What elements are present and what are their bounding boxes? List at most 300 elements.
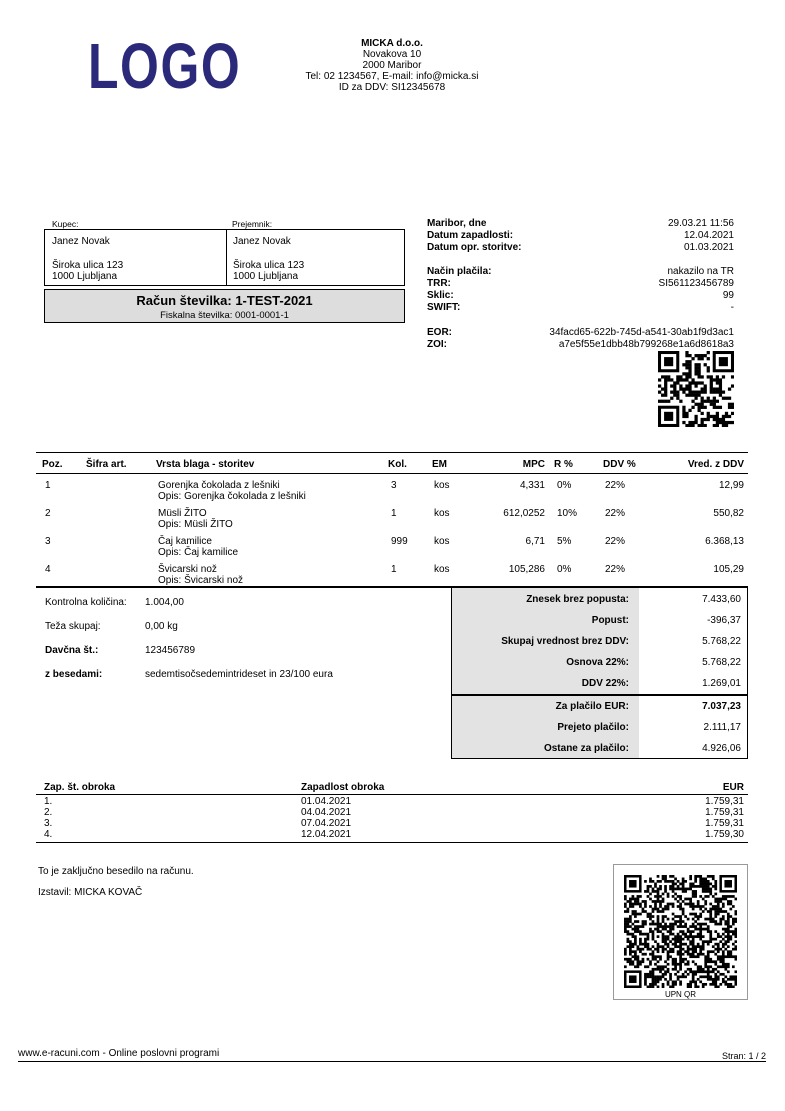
qr-module — [657, 960, 660, 963]
qr-module — [701, 400, 704, 403]
qr-module — [729, 938, 732, 941]
qr-module — [647, 888, 650, 891]
qr-module — [642, 933, 645, 936]
qr-module — [712, 945, 715, 948]
qr-module — [724, 935, 727, 938]
qr-module — [687, 973, 690, 976]
item-qty: 1 — [391, 564, 397, 575]
meta-key: Maribor, dne — [427, 218, 487, 229]
qr-module — [689, 985, 692, 988]
qr-module — [724, 895, 727, 898]
qr-module — [672, 888, 675, 891]
qr-module — [649, 975, 652, 978]
qr-module — [719, 960, 722, 963]
qr-module — [716, 381, 719, 384]
qr-module — [649, 953, 652, 956]
qr-module — [664, 960, 667, 963]
qr-module — [685, 363, 688, 366]
qr-module — [657, 928, 660, 931]
qr-module — [713, 391, 716, 394]
qr-module — [679, 983, 682, 986]
qr-module — [652, 975, 655, 978]
qr-module — [704, 880, 707, 883]
qr-module — [707, 978, 710, 981]
qr-module — [672, 913, 675, 916]
qr-module — [657, 923, 660, 926]
qr-module — [692, 938, 695, 941]
qr-module — [654, 883, 657, 886]
qr-module — [629, 943, 632, 946]
qr-module — [627, 908, 630, 911]
qr-module — [637, 928, 640, 931]
qr-module — [647, 890, 650, 893]
qr-module — [664, 384, 667, 387]
qr-module — [701, 424, 704, 427]
qr-module — [662, 938, 665, 941]
qr-module — [699, 875, 702, 878]
qr-module — [713, 397, 716, 400]
qr-module — [664, 923, 667, 926]
qr-module — [649, 880, 652, 883]
qr-module — [704, 958, 707, 961]
qr-module — [672, 928, 675, 931]
qr-module — [722, 955, 725, 958]
qr-module — [704, 424, 707, 427]
qr-module — [652, 930, 655, 933]
qr-module — [664, 943, 667, 946]
qr-module — [725, 421, 728, 424]
qr-module — [692, 975, 695, 978]
qr-module — [729, 900, 732, 903]
qr-module — [709, 903, 712, 906]
qr-module — [701, 397, 704, 400]
qr-module — [717, 923, 720, 926]
qr-module — [707, 960, 710, 963]
qr-module — [717, 913, 720, 916]
qr-module — [652, 980, 655, 983]
qr-module — [629, 905, 632, 908]
meta-value: 12.04.2021 — [683, 230, 734, 241]
qr-module — [664, 381, 667, 384]
qr-module — [677, 975, 680, 978]
qr-module — [698, 369, 701, 372]
qr-module — [667, 918, 670, 921]
qr-module — [674, 980, 677, 983]
qr-module — [694, 915, 697, 918]
qr-module — [712, 895, 715, 898]
qr-module — [657, 985, 660, 988]
qr-module — [667, 375, 670, 378]
qr-module — [658, 391, 661, 394]
qr-module — [729, 978, 732, 981]
qr-module — [729, 983, 732, 986]
qr-module — [692, 950, 695, 953]
qr-module — [652, 935, 655, 938]
qr-module — [658, 378, 661, 381]
qr-module — [694, 403, 697, 406]
col-code: Šifra art. — [86, 459, 127, 470]
qr-module — [642, 923, 645, 926]
items-table-header — [36, 452, 748, 474]
control-qty-label: Kontrolna količina: — [45, 597, 127, 608]
company-contact: Tel: 02 1234567, E-mail: info@micka.si — [305, 71, 479, 82]
qr-module — [687, 898, 690, 901]
qr-module — [677, 925, 680, 928]
qr-module — [644, 973, 647, 976]
qr-module — [709, 930, 712, 933]
qr-module — [689, 883, 692, 886]
qr-module — [654, 958, 657, 961]
qr-module — [667, 968, 670, 971]
qr-module — [662, 908, 665, 911]
qr-module — [704, 387, 707, 390]
qr-module — [685, 351, 688, 354]
qr-module — [654, 890, 657, 893]
meta-row — [427, 242, 734, 254]
qr-module — [654, 980, 657, 983]
totals-value: 5.768,22 — [702, 657, 741, 668]
qr-module — [699, 880, 702, 883]
qr-module — [694, 955, 697, 958]
qr-module — [734, 983, 737, 986]
qr-module — [716, 424, 719, 427]
qr-module — [674, 958, 677, 961]
qr-module — [698, 372, 701, 375]
qr-module — [734, 980, 737, 983]
qr-module — [694, 875, 697, 878]
qr-module — [734, 940, 737, 943]
meta-row — [427, 278, 734, 290]
qr-module — [664, 970, 667, 973]
qr-module — [627, 918, 630, 921]
qr-module — [714, 920, 717, 923]
tax-number-value: 123456789 — [145, 645, 196, 656]
qr-module — [724, 898, 727, 901]
qr-module — [716, 375, 719, 378]
qr-module — [652, 978, 655, 981]
qr-module — [682, 890, 685, 893]
qr-module — [674, 938, 677, 941]
meta-key: Datum opr. storitve: — [427, 242, 522, 253]
qr-module — [692, 970, 695, 973]
qr-finder — [719, 357, 728, 366]
qr-module — [672, 963, 675, 966]
qr-module — [679, 948, 682, 951]
qr-module — [731, 375, 734, 378]
qr-module — [716, 415, 719, 418]
qr-module — [639, 903, 642, 906]
qr-module — [629, 915, 632, 918]
qr-module — [649, 878, 652, 881]
qr-module — [672, 925, 675, 928]
qr-module — [676, 397, 679, 400]
qr-module — [719, 898, 722, 901]
qr-module — [664, 391, 667, 394]
recipient-name: Janez Novak — [233, 236, 291, 247]
qr-module — [627, 945, 630, 948]
qr-module — [712, 950, 715, 953]
qr-module — [624, 920, 627, 923]
qr-module — [734, 928, 737, 931]
qr-module — [664, 908, 667, 911]
qr-module — [669, 928, 672, 931]
qr-module — [716, 418, 719, 421]
qr-module — [634, 953, 637, 956]
qr-module — [719, 900, 722, 903]
qr-module — [684, 933, 687, 936]
qr-module — [684, 880, 687, 883]
qr-module — [692, 960, 695, 963]
qr-module — [667, 400, 670, 403]
qr-module — [661, 375, 664, 378]
qr-module — [724, 920, 727, 923]
qr-module — [674, 965, 677, 968]
qr-module — [722, 973, 725, 976]
qr-module — [709, 875, 712, 878]
qr-module — [707, 412, 710, 415]
qr-module — [729, 950, 732, 953]
qr-module — [669, 950, 672, 953]
qr-module — [687, 935, 690, 938]
qr-module — [662, 925, 665, 928]
qr-module — [679, 400, 682, 403]
qr-module — [729, 908, 732, 911]
qr-module — [629, 900, 632, 903]
qr-module — [629, 963, 632, 966]
qr-module — [713, 406, 716, 409]
qr-module — [679, 953, 682, 956]
qr-module — [719, 983, 722, 986]
qr-module — [637, 960, 640, 963]
qr-module — [634, 910, 637, 913]
qr-module — [734, 910, 737, 913]
qr-module — [679, 950, 682, 953]
qr-module — [692, 945, 695, 948]
qr-module — [717, 948, 720, 951]
qr-module — [727, 940, 730, 943]
qr-module — [689, 983, 692, 986]
qr-module — [704, 363, 707, 366]
qr-module — [654, 948, 657, 951]
qr-module — [714, 968, 717, 971]
qr-module — [664, 948, 667, 951]
qr-module — [707, 925, 710, 928]
qr-module — [698, 357, 701, 360]
qr-module — [725, 397, 728, 400]
qr-module — [712, 968, 715, 971]
qr-module — [644, 978, 647, 981]
qr-module — [710, 375, 713, 378]
qr-module — [714, 960, 717, 963]
qr-module — [691, 394, 694, 397]
qr-module — [691, 400, 694, 403]
qr-module — [661, 400, 664, 403]
qr-module — [682, 933, 685, 936]
qr-module — [659, 955, 662, 958]
qr-module — [727, 930, 730, 933]
qr-module — [702, 985, 705, 988]
qr-module — [624, 923, 627, 926]
qr-module — [689, 933, 692, 936]
qr-module — [672, 883, 675, 886]
qr-module — [699, 923, 702, 926]
qr-module — [707, 888, 710, 891]
qr-module — [688, 363, 691, 366]
qr-module — [724, 975, 727, 978]
qr-module — [713, 418, 716, 421]
qr-module — [669, 925, 672, 928]
qr-module — [652, 890, 655, 893]
meta-value: nakazilo na TR — [667, 266, 734, 277]
qr-module — [694, 963, 697, 966]
qr-module — [632, 943, 635, 946]
qr-module — [644, 938, 647, 941]
qr-module — [642, 960, 645, 963]
totals-row — [452, 696, 747, 717]
qr-module — [699, 915, 702, 918]
qr-module — [652, 985, 655, 988]
qr-module — [669, 880, 672, 883]
qr-module — [664, 978, 667, 981]
qr-module — [722, 910, 725, 913]
qr-module — [642, 958, 645, 961]
qr-module — [659, 905, 662, 908]
qr-module — [699, 945, 702, 948]
qr-module — [704, 888, 707, 891]
qr-module — [682, 975, 685, 978]
qr-module — [652, 915, 655, 918]
qr-module — [692, 885, 695, 888]
company-vat: ID za DDV: SI12345678 — [338, 82, 446, 93]
qr-module — [624, 895, 627, 898]
recipient-city: 1000 Ljubljana — [233, 271, 299, 282]
qr-module — [699, 933, 702, 936]
qr-module — [687, 903, 690, 906]
footer-website[interactable]: www.e-racuni.com - Online poslovni programi — [18, 1048, 220, 1059]
qr-module — [639, 948, 642, 951]
qr-module — [704, 890, 707, 893]
qr-module — [709, 910, 712, 913]
qr-module — [627, 933, 630, 936]
upn-qr-label: UPN QR — [664, 990, 697, 999]
qr-module — [682, 948, 685, 951]
qr-module — [719, 418, 722, 421]
qr-module — [664, 875, 667, 878]
qr-module — [717, 950, 720, 953]
qr-module — [694, 985, 697, 988]
qr-module — [649, 973, 652, 976]
qr-module — [682, 880, 685, 883]
qr-module — [707, 943, 710, 946]
meta-key: TRR: — [427, 278, 451, 289]
installment-row — [36, 818, 748, 829]
qr-module — [688, 360, 691, 363]
qr-module — [670, 397, 673, 400]
qr-finder — [724, 880, 732, 888]
qr-module — [662, 898, 665, 901]
qr-module — [672, 880, 675, 883]
qr-module — [677, 935, 680, 938]
qr-module — [672, 923, 675, 926]
qr-module — [654, 978, 657, 981]
qr-module — [652, 953, 655, 956]
qr-module — [687, 948, 690, 951]
qr-module — [717, 905, 720, 908]
qr-module — [699, 905, 702, 908]
qr-module — [679, 940, 682, 943]
qr-module — [642, 920, 645, 923]
meta-key: Datum zapadlosti: — [427, 230, 514, 241]
qr-module — [647, 958, 650, 961]
qr-module — [687, 938, 690, 941]
qr-module — [659, 965, 662, 968]
qr-module — [673, 387, 676, 390]
qr-module — [624, 965, 627, 968]
qr-module — [652, 955, 655, 958]
meta-row — [427, 266, 734, 278]
meta-value: 34facd65-622b-745d-a541-30ab1f9d3ac1 — [549, 327, 734, 338]
qr-module — [637, 903, 640, 906]
qr-module — [669, 948, 672, 951]
qr-module — [679, 920, 682, 923]
qr-module — [731, 403, 734, 406]
item-name: Švicarski nož — [158, 564, 217, 575]
qr-finder — [629, 880, 637, 888]
qr-module — [673, 384, 676, 387]
inst-due: 04.04.2021 — [301, 807, 352, 818]
inst-due: 12.04.2021 — [301, 829, 352, 840]
qr-module — [724, 965, 727, 968]
qr-module — [627, 940, 630, 943]
qr-module — [714, 893, 717, 896]
qr-module — [694, 391, 697, 394]
qr-module — [713, 378, 716, 381]
qr-module — [724, 923, 727, 926]
qr-module — [704, 406, 707, 409]
qr-module — [722, 945, 725, 948]
qr-module — [707, 366, 710, 369]
qr-module — [642, 900, 645, 903]
qr-module — [694, 913, 697, 916]
qr-module — [704, 900, 707, 903]
qr-module — [682, 406, 685, 409]
qr-module — [694, 950, 697, 953]
qr-module — [669, 973, 672, 976]
qr-module — [709, 933, 712, 936]
qr-module — [728, 397, 731, 400]
qr-module — [659, 925, 662, 928]
qr-module — [707, 357, 710, 360]
qr-module — [629, 950, 632, 953]
qr-module — [624, 928, 627, 931]
qr-module — [709, 950, 712, 953]
company-info — [300, 38, 484, 93]
qr-module — [642, 953, 645, 956]
qr-module — [647, 915, 650, 918]
qr-module — [679, 888, 682, 891]
qr-module — [724, 930, 727, 933]
qr-module — [644, 923, 647, 926]
qr-module — [624, 948, 627, 951]
qr-module — [697, 970, 700, 973]
qr-module — [674, 883, 677, 886]
col-vat: DDV % — [603, 459, 636, 470]
qr-module — [679, 975, 682, 978]
qr-module — [654, 885, 657, 888]
qr-module — [624, 905, 627, 908]
qr-module — [682, 409, 685, 412]
qr-module — [662, 983, 665, 986]
